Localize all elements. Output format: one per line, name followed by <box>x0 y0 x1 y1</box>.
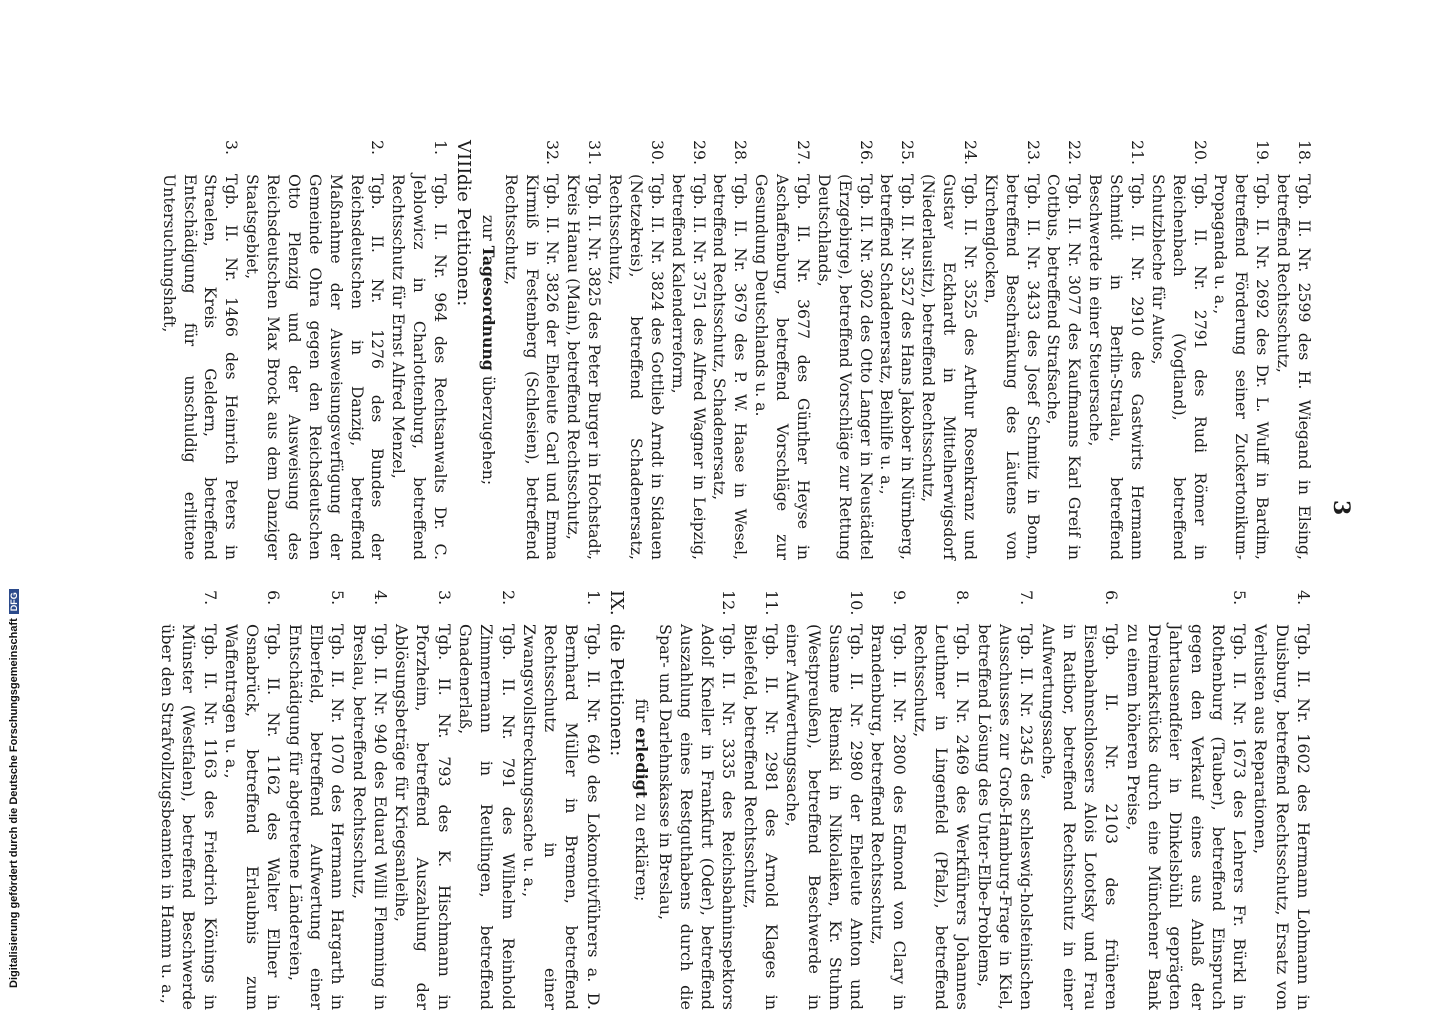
petition-item <box>158 140 242 560</box>
item-number: 7. <box>1017 590 1037 606</box>
item-text: Tgb. II. Nr. 964 des Rechtsanwalts Dr. C. Jeblowicz in Charlottenburg, betreffend Rechtsschutz für Ernst Alfred Menzel, <box>389 174 451 560</box>
item-text: Tgb. II. Nr. 793 des K. Hischmann in Pforzheim, betreffend Auszahlung der Ablösungsbeträge für Kriegsanleihe, <box>392 624 454 1010</box>
petition-item <box>563 140 605 560</box>
item-text: Tgb. II. Nr. 3525 des Arthur Rosenkranz und Gustav Eckhardt in Mittelherwigsdorf (Niederlausitz), betreffend Rechtsschutz, <box>919 174 980 560</box>
petition-item <box>604 140 667 560</box>
item-number: 5. <box>328 590 348 606</box>
item-text: Tgb. II. Nr. 2981 des Arnold Klages in Bielefeld, betreffend Rechtsschutz, <box>740 624 781 1010</box>
petition-item <box>980 140 1043 560</box>
item-text: Tgb. II. Nr. 640 des Lokomotivführers a. D. Bernhard Müller in Bremen, betreffend Rechtsschutz in einer Zwangsvollstreckungssache u. a., <box>519 624 603 1010</box>
petition-item <box>241 140 387 560</box>
item-number: 6. <box>264 590 284 606</box>
item-text: Tgb. II. Nr. 2345 des schleswig-holsteinischen Ausschusses zur Groß-Hamburg-Frage in Kiel, betreffend Lösung des Unter-Elbe-Problems, <box>974 624 1037 1010</box>
petition-item <box>519 590 604 1010</box>
item-text: Tgb. II. Nr. 3825 des Peter Burger in Hochstadt, Kreis Hanau (Main), betreffend Rechtsschutz, <box>564 174 605 560</box>
item-number: 23. <box>1023 140 1043 165</box>
closing-tagesordnung: zur Tagesordnung überzugehen; <box>478 214 498 486</box>
right-column <box>158 140 1314 560</box>
petition-item <box>867 590 910 1010</box>
item-number: 31. <box>585 140 605 165</box>
petition-item <box>1250 590 1314 1010</box>
item-number: 5. <box>1230 590 1250 606</box>
item-number: 28. <box>731 140 751 165</box>
item-text: Tgb. II. Nr. 3602 des Otto Langer in Neustädtel (Erzgebirge), betreffend Vorschläge zur Rettung Deutschlands, <box>814 174 876 560</box>
item-text: Tgb. II. Nr. 3677 des Günther Heyse in Aschaffenburg, betreffend Vorschläge zur Gesundung Deutschlands u. a. <box>752 174 813 560</box>
petition-item <box>654 590 739 1010</box>
item-number: 8. <box>953 590 973 606</box>
page-number: 3 <box>1328 500 1354 516</box>
petition-item <box>1043 140 1085 560</box>
petition-item <box>876 140 918 560</box>
petition-item <box>348 590 391 1010</box>
petition-item <box>1210 140 1273 560</box>
petition-item <box>157 590 221 1010</box>
section-viii-list-continued <box>654 590 1314 1010</box>
item-text: Tgb. II. Nr. 3527 des Hans Jakober in Nürnberg, betreffend Schadenersatz, Beihilfe u. a., <box>877 174 918 560</box>
petition-item <box>750 140 813 560</box>
item-number: 20. <box>1190 140 1210 165</box>
item-text: Tgb. II. Nr. 1673 des Lehrers Fr. Bürkl in Rothenburg (Tauber), betreffend Einspruch gegen den Verkauf eines aus Anlaß der Jahrtausendfeier in Dinkelsbühl geprägten Dreimarkstücks durch eine Münchener Bank zu einem höheren Preise, <box>1123 624 1250 1010</box>
petition-item <box>782 590 867 1010</box>
item-number: 21. <box>1128 140 1147 165</box>
closing-erledigt: für erledigt zu erklären; <box>632 698 652 902</box>
item-text: Tgb. II. Nr. 3433 des Josef Schmitz in Bonn, betreffend Beschränkung des Läutens von Kirchenglocken, <box>981 174 1043 560</box>
item-number: 7. <box>200 590 220 606</box>
petition-item <box>917 140 980 560</box>
item-number: 3. <box>222 140 242 155</box>
item-number: 6. <box>1102 590 1122 606</box>
item-text: Tgb. II. Nr. 1070 des Hermann Hargarth in Elberfeld, betreffend Aufwertung einer Entschädigung für abgetretene Ländereien, <box>285 624 348 1010</box>
section-ix-heading: IX.die Petitionen: <box>606 590 627 757</box>
item-number: 1. <box>431 140 451 155</box>
petition-item <box>1272 140 1314 560</box>
item-text: Tgb. II. Nr. 3826 der Eheleute Carl und Emma Kirmiß in Festenberg (Schlesien), betreffend Rechtsschutz, <box>501 174 563 560</box>
item-text: Tgb. II. Nr. 1163 des Friedrich Könings in Münster (Westfalen), betreffend Beschwerde über den Strafvollzugsbeamten in Hamm u. a., <box>158 624 220 1010</box>
petition-item <box>667 140 709 560</box>
petition-item <box>1147 140 1210 560</box>
petition-item <box>500 140 563 560</box>
item-text: Tgb. II. Nr. 1276 des Bundes der Reichsdeutschen in Danzig, betreffend Maßnahme der Ausweisungsverfügung der Gemeinde Ohra gegen den Reichsdeutschen Otto Plenzig und der Ausweisung des Reichsdeutschen Max Brock aus dem Danziger Staatsgebiet, <box>243 174 388 560</box>
item-text: Tgb. II. Nr. 1602 des Hermann Lohmann in Duisburg, betreffend Rechtsschutz, Ersatz von Verlusten aus Reparationen, <box>1251 624 1313 1010</box>
item-number: 27. <box>794 140 813 165</box>
item-text: Tgb. II. Nr. 940 des Eduard Willi Flemming in Breslau, betreffend Rechtsschutz, <box>349 624 390 1010</box>
petition-item <box>709 140 751 560</box>
item-number: 11. <box>761 590 781 616</box>
item-text: Tgb. II. Nr. 2980 der Eheleute Anton und Susanne Riemski in Nikolaiken, Kr. Stuhm (Westpreußen), betreffend Beschwerde in einer Aufwertungssache, <box>783 624 867 1010</box>
petition-list-continuation <box>500 140 1314 560</box>
petition-item <box>974 590 1038 1010</box>
item-number: 12. <box>719 590 739 616</box>
item-text: Tgb. II. Nr. 1466 des Heinrich Peters in Straelen, Kreis Geldern, betreffend Entschädigung für unschuldig erlittene Untersuchungshaft, <box>159 174 242 560</box>
petition-item <box>1122 590 1250 1010</box>
dfg-funding-note: Digitalisierung gefördert durch die Deutsche ForschungsgemeinschaftDFG <box>8 589 20 988</box>
item-text: Tgb. II. Nr. 3751 des Alfred Wagner in Leipzig, betreffend Kalenderreform, <box>668 174 709 560</box>
item-text: Tgb. II. Nr. 2791 des Rudi Römer in Reichenbach (Vogtland), betreffend Schutzbleche für Autos, <box>1148 174 1210 560</box>
petition-item <box>391 590 455 1010</box>
item-number: 32. <box>543 140 563 165</box>
petition-item <box>221 590 285 1010</box>
petition-item <box>910 590 974 1010</box>
item-number: 22. <box>1065 140 1085 165</box>
item-number: 2. <box>498 590 518 606</box>
item-text: Tgb. II. Nr. 2692 des Dr. L. Wulff in Bardim, betreffend Förderung seiner Zuckertonikum-Propaganda u. a., <box>1211 174 1273 560</box>
petition-item <box>813 140 876 560</box>
item-number: 19. <box>1253 140 1273 165</box>
item-number: 25. <box>898 140 918 165</box>
item-text: Tgb. II. Nr. 2599 des H. Wiegand in Elsing, betreffend Rechtsschutz, <box>1274 174 1314 560</box>
petition-item <box>285 590 349 1010</box>
item-number: 10. <box>847 590 867 616</box>
item-number: 3. <box>434 590 454 606</box>
dfg-logo: DFG <box>9 589 19 614</box>
item-text: Tgb. II. Nr. 3335 des Reichsbahninspektors Adolf Kneller in Frankfurt (Oder), betreffend Auszahlung eines Restguthabens durch die Spar- und Darlehnskasse in Breslau, <box>655 624 739 1010</box>
item-text: Tgb. II. Nr. 3679 des P. W. Haase in Wesel, betreffend Rechtsschutz, Schadenersatz, <box>710 174 751 560</box>
petition-item <box>388 140 451 560</box>
item-number: 29. <box>689 140 709 165</box>
item-text: Tgb. II. Nr. 3824 des Gottlieb Arndt in Sidauen (Netzekreis), betreffend Schadenersatz, Rechtsschutz, <box>606 174 667 560</box>
item-number: 4. <box>370 590 390 606</box>
petition-item <box>1037 590 1122 1010</box>
item-number: 2. <box>368 140 388 155</box>
item-text: Tgb. II. Nr. 1162 des Walter Ellner in Osnabrück, betreffend Erlaubnis zum Waffentragen u. a., <box>221 624 284 1010</box>
section-viii-heading: VIII.die Petitionen: <box>453 140 474 307</box>
section-viii-list <box>158 140 450 560</box>
left-column <box>157 590 1314 1010</box>
item-text: Tgb. II. Nr. 2800 des Edmond von Clary in Brandenburg, betreffend Rechtsschutz, <box>868 624 909 1010</box>
item-number: 30. <box>647 140 667 165</box>
section-ix-list <box>157 590 604 1010</box>
item-text: Tgb. II. Nr. 2910 des Gastwirts Hermann Schmidt in Berlin-Stralau, betreffend Beschwerde in einer Steuersache, <box>1086 174 1147 560</box>
item-text: Tgb. II. Nr. 2103 des früheren Eisenbahnschlossers Alois Lototsky und Frau in Ratibor, betreffend Rechtsschutz in einer Aufwertungssache, <box>1038 624 1122 1010</box>
item-number: 4. <box>1294 590 1313 606</box>
item-number: 1. <box>583 590 603 606</box>
petition-item <box>455 590 519 1010</box>
item-number: 9. <box>889 590 909 606</box>
petition-item <box>739 590 782 1010</box>
petition-item <box>1084 140 1147 560</box>
item-number: 18. <box>1295 140 1314 165</box>
item-text: Tgb. II. Nr. 3077 des Kaufmanns Karl Greif in Cottbus, betreffend Strafsache, <box>1044 174 1085 560</box>
item-number: 26. <box>856 140 876 165</box>
item-text: Tgb. II. Nr. 791 des Wilhelm Reinhold Zimmermann in Reutlingen, betreffend Gnadenerlaß, <box>456 624 518 1010</box>
item-text: Tgb. II. Nr. 2469 des Werkführers Johannes Leuthner in Lingenfeld (Pfalz), betreffend Rechtsschutz, <box>910 624 973 1010</box>
item-number: 24. <box>961 140 980 165</box>
